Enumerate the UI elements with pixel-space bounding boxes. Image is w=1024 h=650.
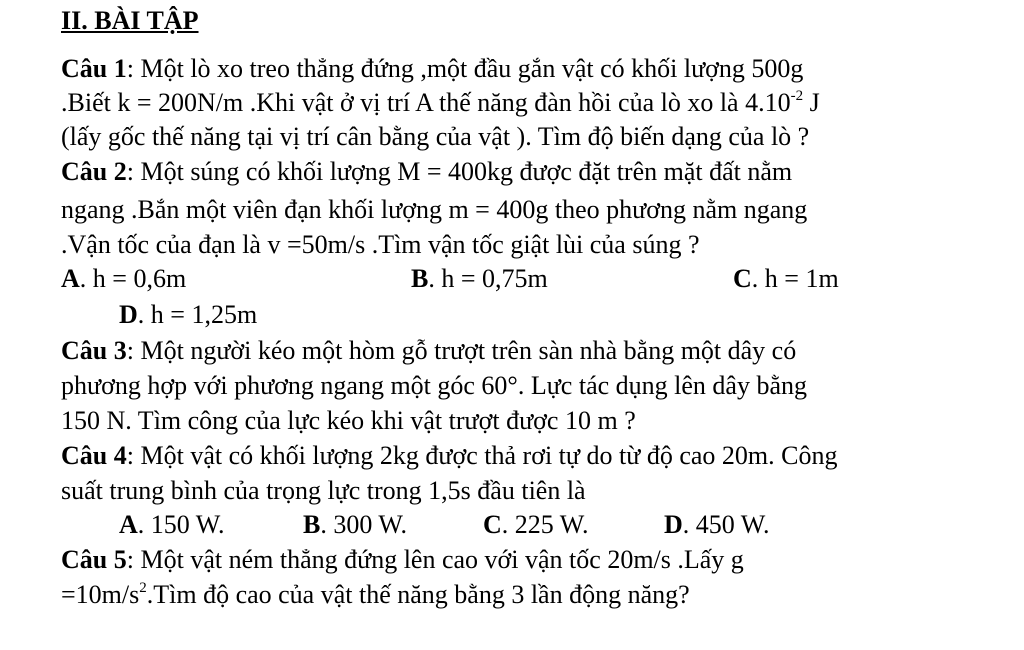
question-2-option-d: D. h = 1,25m (119, 300, 258, 329)
question-2-label: Câu 2 (61, 157, 127, 186)
question-3-line-2: phương hợp với phương ngang một góc 60°. Lực tác dụng lên dây bằng (61, 371, 807, 400)
question-5-line-1: Câu 5: Một vật ném thẳng đứng lên cao với vận tốc 20m/s .Lấy g (61, 545, 744, 574)
question-2-option-c: C. h = 1m (733, 264, 839, 293)
question-1-line-3: (lấy gốc thế năng tại vị trí cân bằng của vật ). Tìm độ biến dạng của lò ? (61, 122, 810, 151)
question-1-label: Câu 1 (61, 54, 127, 83)
question-1-line-2: .Biết k = 200N/m .Khi vật ở vị trí A thế năng đàn hồi của lò xo là $4.10^{-2}$ J (61, 88, 820, 117)
question-2-option-a: A. h = 0,6m (61, 264, 187, 293)
question-3-label: Câu 3 (61, 336, 127, 365)
section-heading: II. BÀI TẬP (61, 6, 199, 35)
question-1-line-1: Câu 1: Một lò xo treo thẳng đứng ,một đầu gắn vật có khối lượng 500g (61, 54, 804, 83)
exponent: -2 (790, 88, 804, 104)
question-4-label: Câu 4 (61, 441, 127, 470)
question-5-line-2: $=10m/s^2.Tìm$ độ cao của vật thế năng bằng 3 lần động năng? (61, 580, 690, 609)
question-4-option-d: D. 450 W. (664, 510, 770, 539)
question-4-option-b: B. 300 W. (303, 510, 408, 539)
question-4-line-2: suất trung bình của trọng lực trong 1,5s đầu tiên là (61, 476, 586, 505)
exponent: 2 (139, 580, 147, 596)
question-3-line-3: 150 N. Tìm công của lực kéo khi vật trượt được 10 m ? (61, 406, 636, 435)
question-4-line-1: Câu 4: Một vật có khối lượng 2kg được thả rơi tự do từ độ cao 20m. Công (61, 441, 838, 470)
question-4-option-c: C. 225 W. (483, 510, 589, 539)
question-2-line-3: .Vận tốc của đạn là v =50m/s .Tìm vận tốc giật lùi của súng ? (61, 230, 700, 259)
question-2-option-b: B. h = 0,75m (411, 264, 548, 293)
question-3-line-1: Câu 3: Một người kéo một hòm gỗ trượt trên sàn nhà bằng một dây có (61, 336, 797, 365)
question-2-line-2: ngang .Bắn một viên đạn khối lượng m = 400g theo phương nằm ngang (61, 195, 808, 224)
question-5-label: Câu 5 (61, 545, 127, 574)
question-2-line-1: Câu 2: Một súng có khối lượng M = 400kg được đặt trên mặt đất nằm (61, 157, 793, 186)
question-4-option-a: A. 150 W. (119, 510, 225, 539)
